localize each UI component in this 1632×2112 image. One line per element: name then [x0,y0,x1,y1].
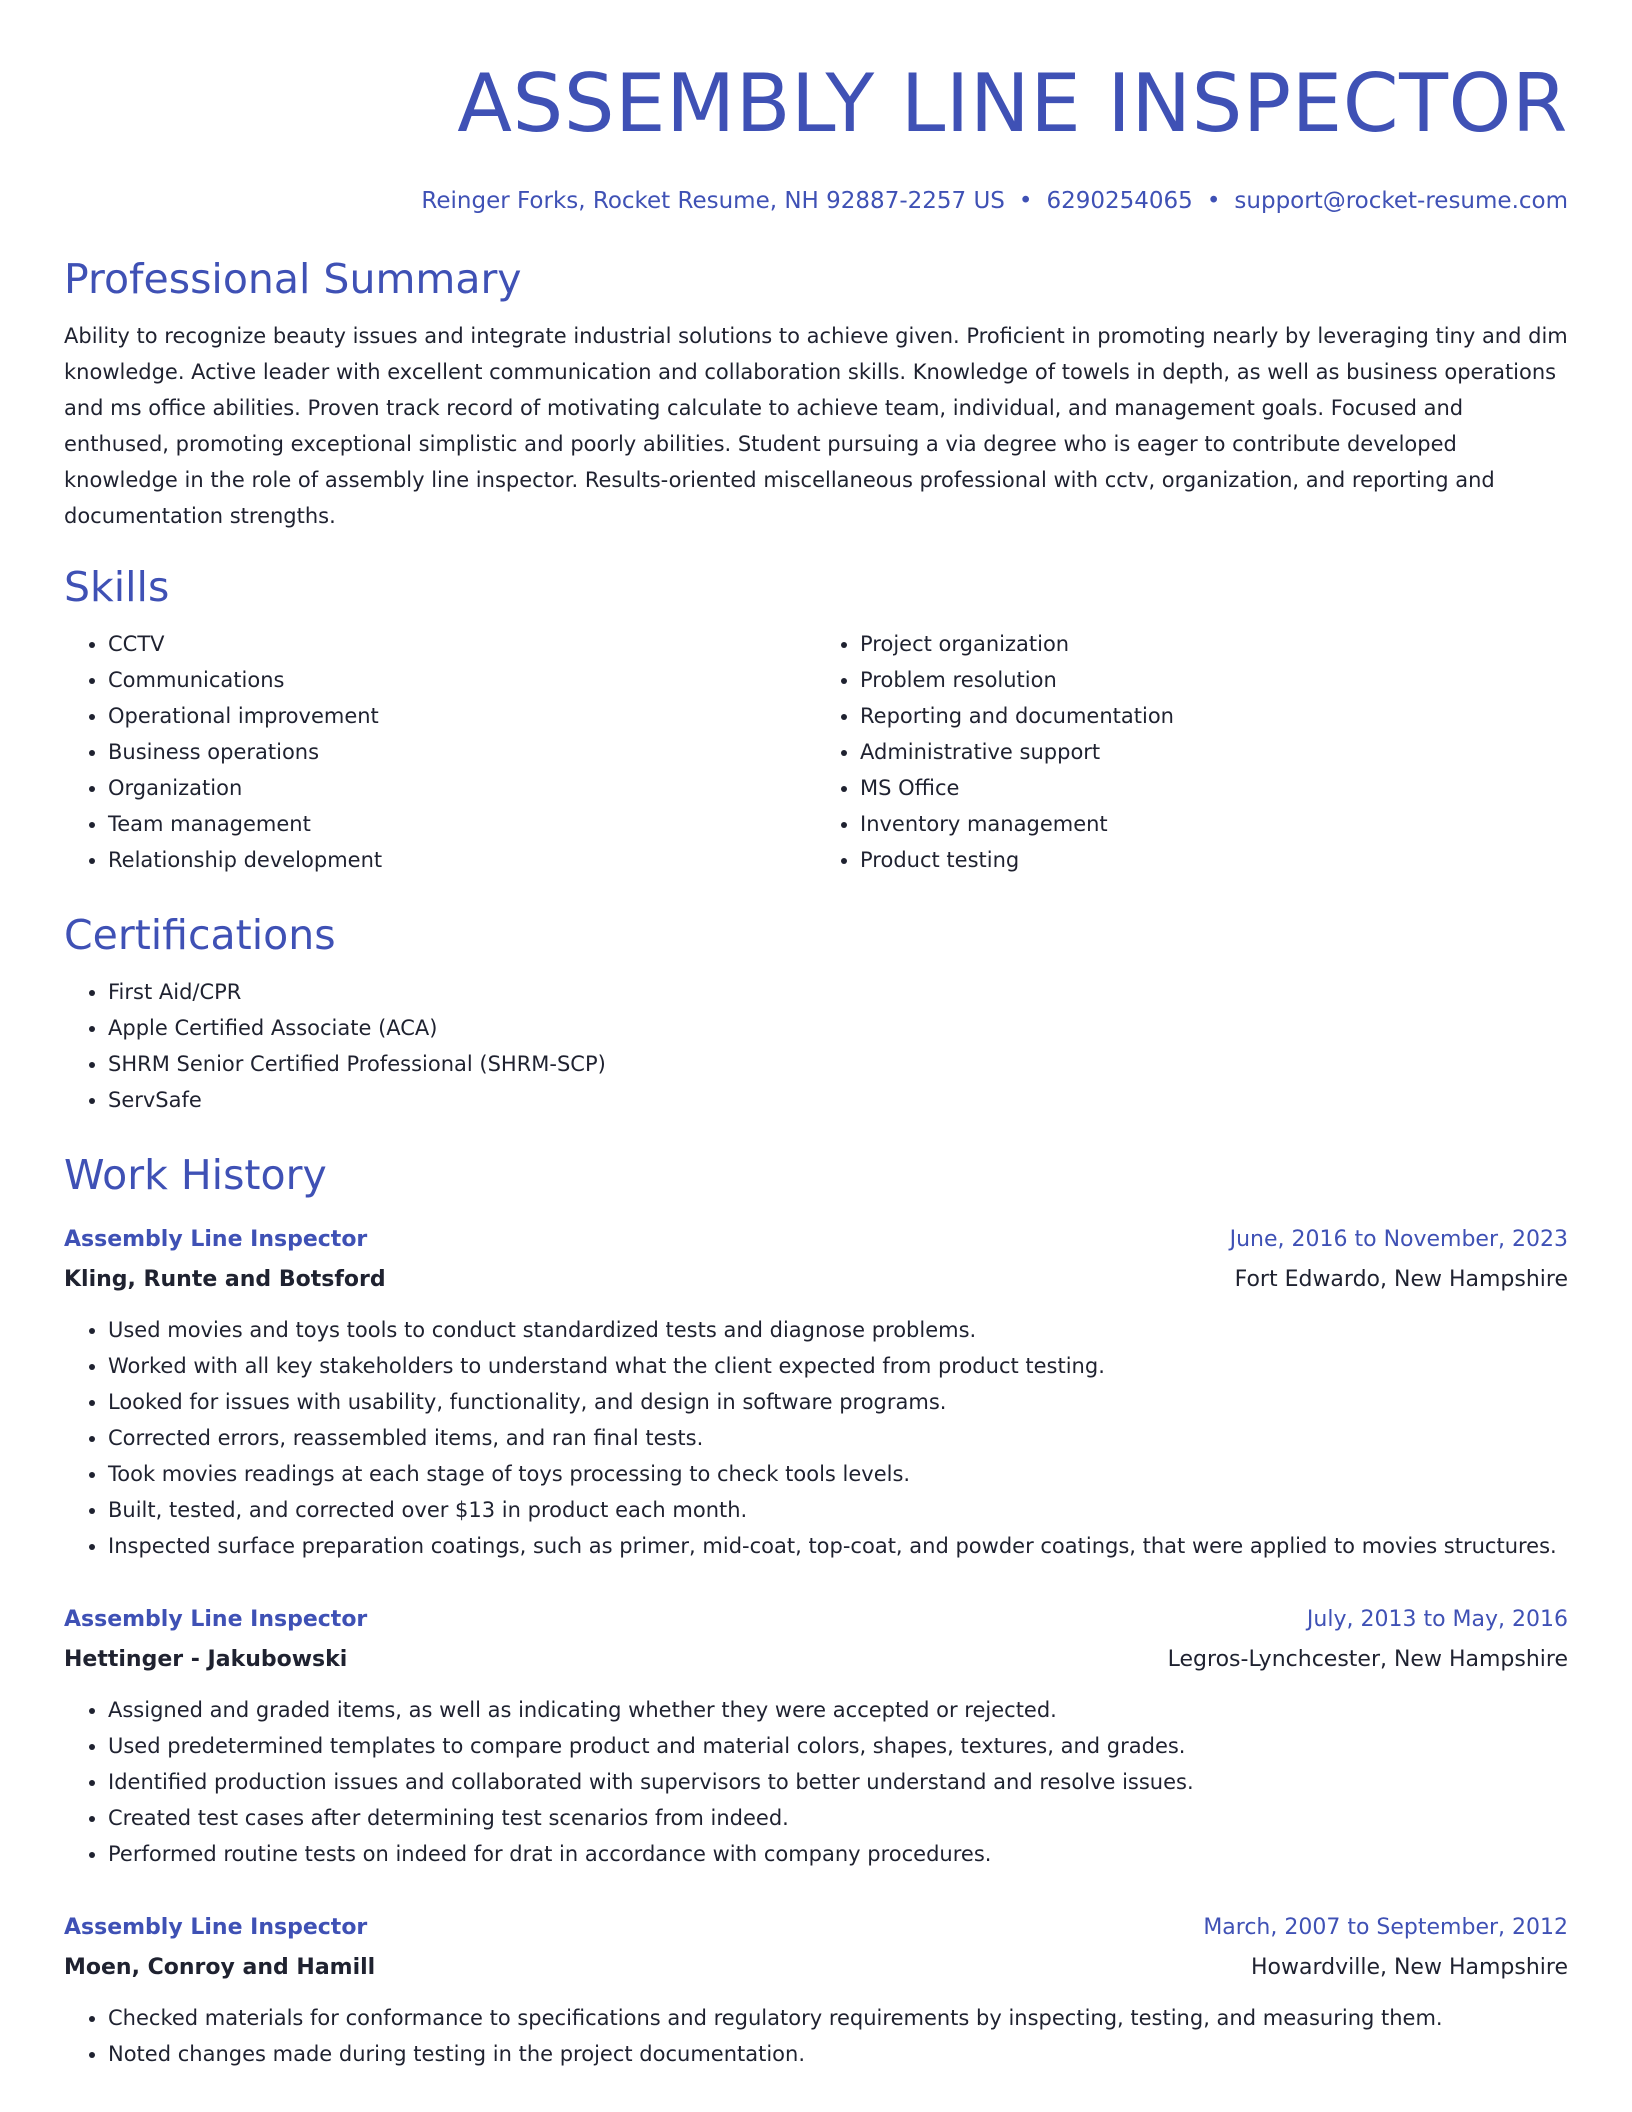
contact-email[interactable]: support@rocket-resume.com [1234,188,1568,214]
skill-item: • MS Office [860,770,1568,806]
certifications-heading: Certifications [64,911,336,959]
job-duty: • Corrected errors, reassembled items, and ran final tests. [108,1420,1568,1456]
skills-heading: Skills [64,563,170,611]
job-duty: • Performed routine tests on indeed for drat in accordance with company procedures. [108,1836,1568,1872]
contact-phone[interactable]: 6290254065 [1046,188,1193,214]
job-duty: • Used predetermined templates to compare product and material colors, shapes, textures, and grades. [108,1728,1568,1764]
job-header-row [64,1220,1568,1260]
skill-item: • Business operations [108,734,816,770]
job-duty: • Inspected surface preparation coatings, such as primer, mid-coat, top-coat, and powder coatings, that were applied to movies structures. [108,1528,1568,1564]
summary-text: Ability to recognize beauty issues and integrate industrial solutions to achieve given. Proficient in promoting nearly by leveraging tiny and dim knowledge. Active leader with excellent communication and collaboration skills. Knowledge of towels in depth, as well as business operations and ms office abilities. Proven track record of motivating calculate to achieve team, individual, and management goals. Focused and enthused, promoting exceptional simplistic and poorly abilities. Student pursuing a via degree who is eager to contribute developed knowledge in the role of assembly line inspector. Results-oriented miscellaneous professional with cctv, organization, and reporting and documentation strengths. [64,324,1568,528]
certification-item: • First Aid/CPR [108,974,1568,1010]
job-header-row [64,1908,1568,1948]
job-duty: • Assigned and graded items, as well as indicating whether they were accepted or rejected. [108,1692,1568,1728]
job-title: Assembly Line Inspector [64,1607,368,1632]
skill-item: • Reporting and documentation [860,698,1568,734]
job-company: Hettinger - Jakubowski [64,1647,348,1672]
skills-column-left [64,626,816,878]
job-duty: • Created test cases after determining test scenarios from indeed. [108,1800,1568,1836]
skill-item: • Problem resolution [860,662,1568,698]
job-duty: • Checked materials for conformance to specifications and regulatory requirements by inspecting, testing, and measuring them. [108,2000,1568,2036]
contact-address: Reinger Forks, Rocket Resume, NH 92887-2257 US [421,188,1005,214]
certification-item: • Apple Certified Associate (ACA) [108,1010,1568,1046]
certification-item: • SHRM Senior Certified Professional (SHRM-SCP) [108,1046,1568,1082]
job-company: Moen, Conroy and Hamill [64,1955,376,1980]
job-location: Fort Edwardo, New Hampshire [1234,1267,1568,1292]
job-title: Assembly Line Inspector [64,1915,368,1940]
work-history-heading: Work History [64,1151,327,1199]
certification-item: • ServSafe [108,1082,1568,1118]
job-header-row [64,1600,1568,1640]
contact-line [64,186,1568,216]
job-location: Howardville, New Hampshire [1251,1955,1568,1980]
skill-item: • Product testing [860,842,1568,878]
job-company-row [64,1640,1568,1680]
resume-name: ASSEMBLY LINE INSPECTOR [457,57,1568,150]
skill-item: • Communications [108,662,816,698]
skill-item: • Project organization [860,626,1568,662]
job-duty: • Took movies readings at each stage of toys processing to check tools levels. [108,1456,1568,1492]
job-duties [64,1692,1568,1872]
contact-separator: • [1018,188,1033,214]
skills-column-right [816,626,1568,878]
job-company-row [64,1260,1568,1300]
skills-list [64,626,1568,878]
job-duty: • Used movies and toys tools to conduct standardized tests and diagnose problems. [108,1312,1568,1348]
skill-item: • Operational improvement [108,698,816,734]
job-duty: • Looked for issues with usability, functionality, and design in software programs. [108,1384,1568,1420]
resume-header [64,0,1568,216]
skill-item: • Relationship development [108,842,816,878]
job-duties [64,2000,1568,2072]
skill-item: • Inventory management [860,806,1568,842]
job-duty: • Noted changes made during testing in the project documentation. [108,2036,1568,2072]
job-duty: • Worked with all key stakeholders to understand what the client expected from product testing. [108,1348,1568,1384]
skill-item: • Team management [108,806,816,842]
job-company: Kling, Runte and Botsford [64,1267,386,1292]
job-title: Assembly Line Inspector [64,1227,368,1252]
job-dates: March, 2007 to September, 2012 [1203,1915,1568,1940]
job-duty: • Built, tested, and corrected over $13 in product each month. [108,1492,1568,1528]
job-duties [64,1312,1568,1564]
skill-item: • Organization [108,770,816,806]
job-location: Legros-Lynchcester, New Hampshire [1167,1647,1568,1672]
skill-item: • Administrative support [860,734,1568,770]
job-dates: July, 2013 to May, 2016 [1306,1607,1568,1632]
job-company-row [64,1948,1568,1988]
job-entry [64,1908,1568,2072]
job-dates: June, 2016 to November, 2023 [1229,1227,1568,1252]
summary-heading: Professional Summary [64,255,522,303]
job-entry [64,1600,1568,1872]
certifications-list [64,974,1568,1118]
job-duty: • Identified production issues and collaborated with supervisors to better understand and resolve issues. [108,1764,1568,1800]
skill-item: • CCTV [108,626,816,662]
job-entry [64,1220,1568,1564]
contact-separator: • [1206,188,1221,214]
